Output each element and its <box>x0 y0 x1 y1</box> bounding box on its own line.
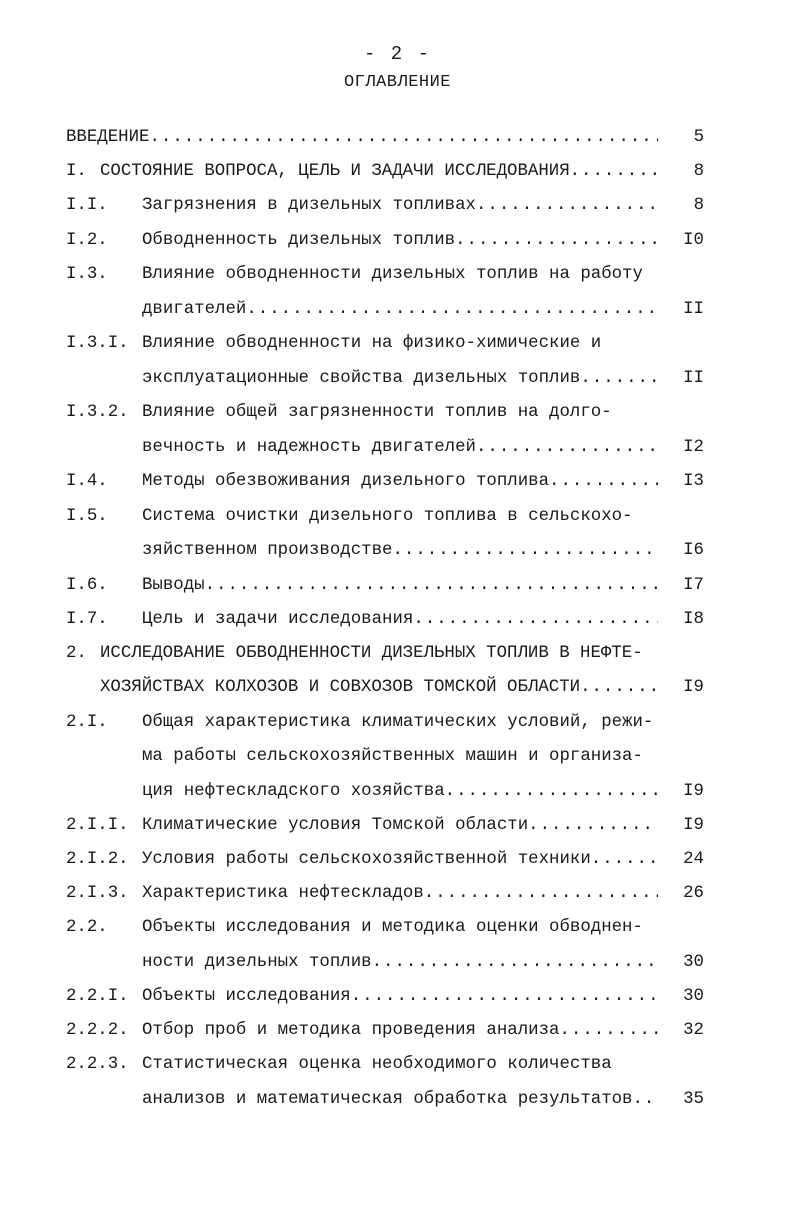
toc-line <box>0 641 795 667</box>
toc-entry-title: Влияние обводненности дизельных топлив на работу <box>142 265 643 284</box>
toc-entry-title: Загрязнения в дизельных топливах <box>142 196 476 215</box>
toc-line <box>0 813 795 839</box>
dot-leader <box>633 1087 659 1113</box>
dot-leader <box>372 950 658 976</box>
toc-line <box>0 573 795 599</box>
toc-line <box>0 1052 795 1078</box>
dot-leader <box>559 1018 658 1044</box>
toc-entry-title: ИССЛЕДОВАНИЕ ОБВОДНЕННОСТИ ДИЗЕЛЬНЫХ ТОПЛИВ В НЕФТЕ- <box>100 644 643 663</box>
toc-line <box>0 607 795 633</box>
toc-page-number: I9 <box>683 782 704 801</box>
toc-entry-number: I.3.I. <box>66 334 129 353</box>
toc-line <box>0 847 795 873</box>
toc-entry-number: 2.2.2. <box>66 1021 129 1040</box>
toc-entry-number: 2.2.I. <box>66 987 129 1006</box>
toc-page-number: II <box>683 300 704 319</box>
toc-entry-title: Условия работы сельскохозяйственной техники <box>142 850 591 869</box>
toc-entry-title: Статистическая оценка необходимого количества <box>142 1055 612 1074</box>
toc-entry-number: 2.I.2. <box>66 850 129 869</box>
dot-leader <box>528 813 658 839</box>
toc-page-number: 8 <box>693 196 704 215</box>
toc-page-number: I8 <box>683 610 704 629</box>
toc-entry-title: Объекты исследования <box>142 987 351 1006</box>
toc-entry-title: ности дизельных топлив <box>142 953 372 972</box>
toc-line <box>0 1018 795 1044</box>
toc-page-number: I9 <box>683 678 704 697</box>
toc-entry-number: I.3. <box>66 265 108 284</box>
toc-line <box>0 675 795 701</box>
dot-leader <box>246 297 658 323</box>
toc-page-number: 35 <box>683 1090 704 1109</box>
toc-entry-title: анализов и математическая обработка результатов <box>142 1090 633 1109</box>
toc-line <box>0 400 795 426</box>
toc-line <box>0 125 795 151</box>
dot-leader <box>351 984 658 1010</box>
toc-entry-number: I.3.2. <box>66 403 129 422</box>
toc-line <box>0 159 795 185</box>
toc-line <box>0 710 795 736</box>
toc-page-number: 24 <box>683 850 704 869</box>
toc-entry-title: Выводы <box>142 576 205 595</box>
toc-entry-title: вечность и надежность двигателей <box>142 438 476 457</box>
toc-page-number: 5 <box>693 128 704 147</box>
toc-entry-number: I.4. <box>66 472 108 491</box>
toc-entry-number: I.I. <box>66 196 108 215</box>
toc-line <box>0 984 795 1010</box>
dot-leader <box>549 469 658 495</box>
toc-entry-title: зяйственном производстве <box>142 541 393 560</box>
dot-leader <box>570 159 658 185</box>
toc-line <box>0 331 795 357</box>
dot-leader <box>413 607 658 633</box>
toc-entry-title: эксплуатационные свойства дизельных топлив <box>142 369 581 388</box>
dot-leader <box>476 435 658 461</box>
toc-entry-title: Климатические условия Томской области <box>142 816 529 835</box>
toc-line <box>0 504 795 530</box>
toc-entry-title: Отбор проб и методика проведения анализа <box>142 1021 560 1040</box>
dot-leader <box>205 573 658 599</box>
dot-leader <box>424 881 658 907</box>
toc-page-number: 30 <box>683 953 704 972</box>
page-number: - 2 - <box>363 43 431 65</box>
toc-line <box>0 228 795 254</box>
toc-line <box>0 1087 795 1113</box>
dot-leader <box>591 847 658 873</box>
toc-line <box>0 744 795 770</box>
toc-entry-title: ция нефтескладского хозяйства <box>142 782 445 801</box>
toc-entry-number: I. <box>66 162 87 181</box>
toc-entry-title: Влияние обводненности на физико-химические и <box>142 334 602 353</box>
toc-entry-number: 2.I.I. <box>66 816 129 835</box>
toc-page-number: II <box>683 369 704 388</box>
toc-entry-title: двигателей <box>142 300 247 319</box>
toc-line <box>0 779 795 805</box>
toc-line <box>0 881 795 907</box>
dot-leader <box>150 125 659 151</box>
toc-title: ОГЛАВЛЕНИЕ <box>343 73 452 92</box>
toc-entry-number: 2.I. <box>66 713 108 732</box>
toc-page-number: I3 <box>683 472 704 491</box>
toc-line <box>0 950 795 976</box>
toc-entry-title: Объекты исследования и методика оценки обводнен- <box>142 918 643 937</box>
toc-line <box>0 262 795 288</box>
toc-entry-title: Характеристика нефтескладов <box>142 884 424 903</box>
toc-entry-title: ХОЗЯЙСТВАХ КОЛХОЗОВ И СОВХОЗОВ ТОМСКОЙ ОБЛАСТИ <box>100 678 581 697</box>
toc-page-number: I6 <box>683 541 704 560</box>
toc-entry-title: ма работы сельскохозяйственных машин и организа- <box>142 747 643 766</box>
toc-entry-number: 2.2.3. <box>66 1055 129 1074</box>
toc-entry-number: I.6. <box>66 576 108 595</box>
toc-entry-title: Влияние общей загрязненности топлив на долго- <box>142 403 612 422</box>
toc-line <box>0 297 795 323</box>
toc-entry-number: I.5. <box>66 507 108 526</box>
toc-entry-number: 2. <box>66 644 87 663</box>
toc-page-number: I2 <box>683 438 704 457</box>
toc-entry-title: Цель и задачи исследования <box>142 610 414 629</box>
dot-leader <box>476 193 658 219</box>
toc-entry-number: I.7. <box>66 610 108 629</box>
toc-page-number: I7 <box>683 576 704 595</box>
toc-entry-title: Система очистки дизельного топлива в сельскохо- <box>142 507 633 526</box>
toc-entry-number: I.2. <box>66 231 108 250</box>
dot-leader <box>445 779 658 805</box>
toc-entry-title: ВВЕДЕНИЕ <box>66 128 150 147</box>
toc-page-number: 8 <box>693 162 704 181</box>
dot-leader <box>580 366 658 392</box>
dot-leader <box>392 538 658 564</box>
toc-page-number: 26 <box>683 884 704 903</box>
toc-page-number: I0 <box>683 231 704 250</box>
toc-line <box>0 366 795 392</box>
toc-line <box>0 435 795 461</box>
toc-page-number: 32 <box>683 1021 704 1040</box>
toc-entry-title: Обводненность дизельных топлив <box>142 231 456 250</box>
toc-line <box>0 469 795 495</box>
toc-line <box>0 915 795 941</box>
dot-leader <box>580 675 658 701</box>
toc-entry-title: Методы обезвоживания дизельного топлива <box>142 472 550 491</box>
toc-entry-number: 2.I.3. <box>66 884 129 903</box>
toc-entry-number: 2.2. <box>66 918 108 937</box>
toc-page-number: 30 <box>683 987 704 1006</box>
toc-line <box>0 193 795 219</box>
dot-leader <box>455 228 658 254</box>
toc-line <box>0 538 795 564</box>
toc-entry-title: СОСТОЯНИЕ ВОПРОСА, ЦЕЛЬ И ЗАДАЧИ ИССЛЕДОВАНИЯ <box>100 162 570 181</box>
toc-page-number: I9 <box>683 816 704 835</box>
toc-entry-title: Общая характеристика климатических условий, режи- <box>142 713 654 732</box>
